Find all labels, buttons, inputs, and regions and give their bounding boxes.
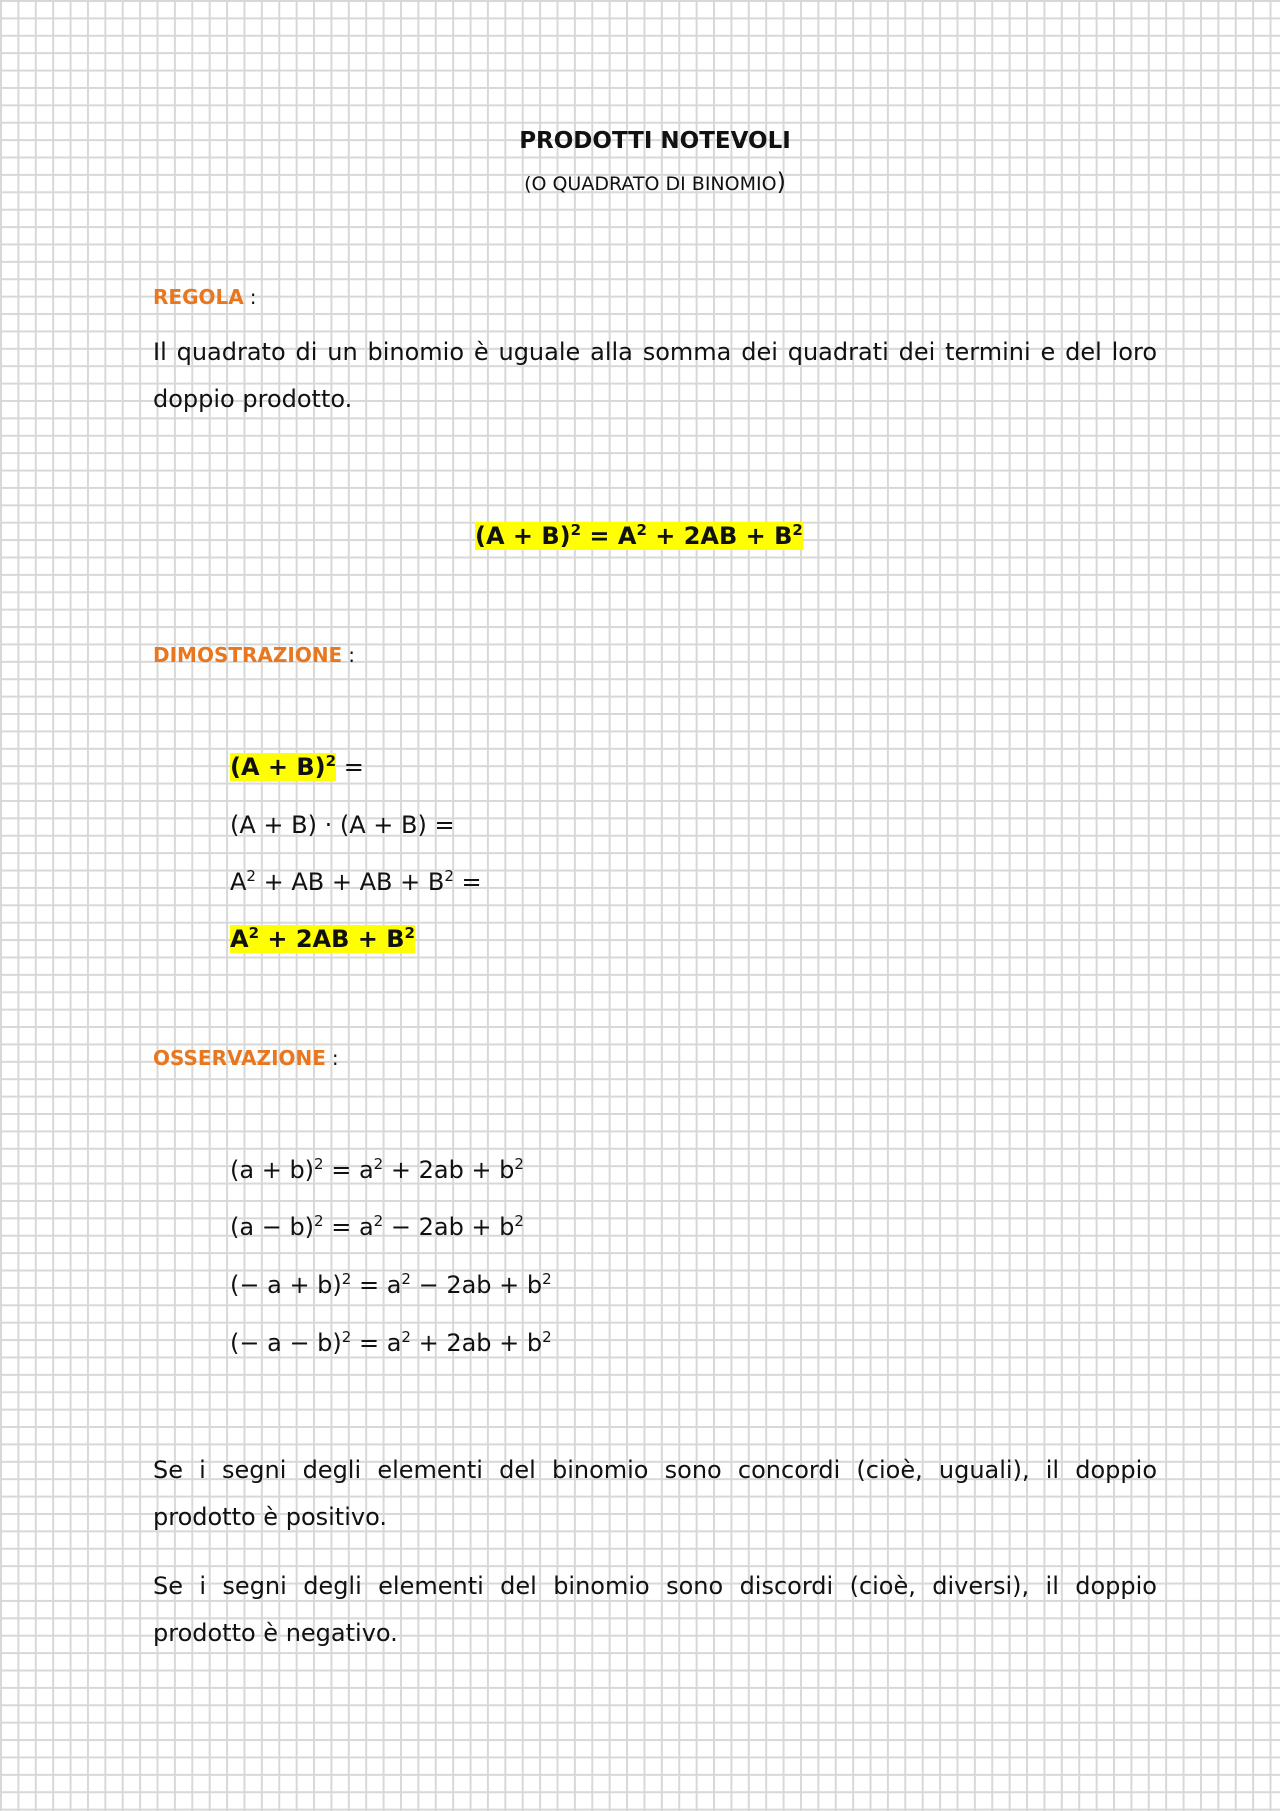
rule-heading [153,285,256,309]
obs-paragraph-concordi: Se i segni degli elementi del binomio sono concordi (cioè, uguali), il doppio prodotto è positivo. [153,1456,1157,1531]
demo-heading [153,643,355,667]
obs-line: (− $a - b)^2 = a^2 + 2ab + b^2$ [230,1328,552,1357]
heading-text: OSSERVAZIONE [153,1046,326,1070]
page-subtitle [0,168,1280,196]
demo-step-2: (A + B) · (A + B) = [230,811,455,839]
heading-text: DIMOSTRAZIONE [153,643,343,667]
heading-text: REGOLA [153,285,244,309]
subtitle-text: O QUADRATO DI BINOMIO [531,173,777,195]
demo-step-3: $A^2$ + AB + AB + $B^2$ = [230,867,482,896]
main-formula: $(A + B)^2 = A^2 + 2AB + B^2$ [475,521,803,550]
colon: : [331,1046,339,1070]
obs-paragraph-discordi: Se i segni degli elementi del binomio sono discordi (cioè, diversi), il doppio prodotto è negativo. [153,1572,1157,1647]
page-title: PRODOTTI NOTEVOLI [519,128,791,154]
colon: : [249,285,257,309]
obs-line: $(a + b)^2 = a^2 + 2ab + b^2$ [230,1155,524,1184]
colon: : [348,643,355,667]
demo-step-4: $A^2 + 2AB + B^2$ [230,924,415,953]
paren: ) [776,168,786,196]
rule-text: Il quadrato di un binomio è uguale alla somma dei quadrati dei termini e del loro doppio prodotto. [153,338,1157,413]
demo-step-1: $(A + B)^2$ = [230,752,364,781]
paren: ( [524,173,532,195]
obs-line: $(a - b)^2 = a^2 - 2ab + b^2$ [230,1212,524,1241]
obs-heading [153,1046,339,1070]
obs-line: (− $a + b)^2 = a^2 - 2ab + b^2$ [230,1270,552,1299]
